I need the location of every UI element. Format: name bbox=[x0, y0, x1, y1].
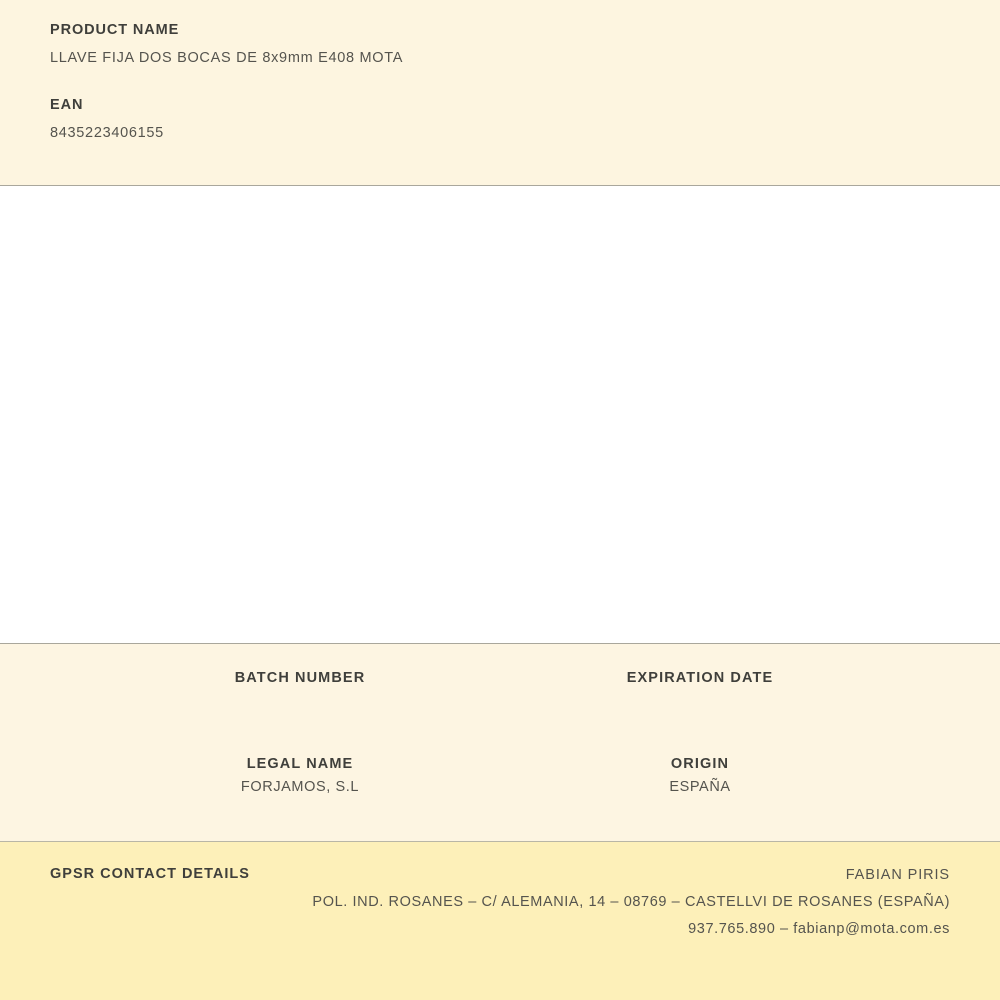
product-name-group bbox=[50, 22, 950, 66]
gpsr-contact-name: FABIAN PIRIS bbox=[845, 867, 950, 883]
legal-origin-row bbox=[0, 756, 1000, 795]
origin-value: ESPAÑA bbox=[669, 779, 731, 795]
ean-group bbox=[50, 97, 950, 141]
ean-value: 8435223406155 bbox=[50, 125, 164, 141]
gpsr-contact-address: POL. IND. ROSANES – C/ ALEMANIA, 14 – 08769 – CASTELLVI DE ROSANES (ESPAÑA) bbox=[312, 894, 950, 910]
batch-number-label: BATCH NUMBER bbox=[234, 670, 366, 686]
gpsr-contact-label: GPSR CONTACT DETAILS bbox=[50, 866, 250, 882]
legal-name-cell bbox=[100, 756, 500, 795]
product-identification-block bbox=[0, 0, 1000, 186]
product-name-value: LLAVE FIJA DOS BOCAS DE 8x9mm E408 MOTA bbox=[50, 50, 404, 66]
batch-expiration-row bbox=[0, 670, 1000, 693]
legal-name-label: LEGAL NAME bbox=[246, 756, 354, 772]
gpsr-contact-phone-email: 937.765.890 – fabianp@mota.com.es bbox=[688, 921, 950, 937]
batch-number-cell bbox=[100, 670, 500, 693]
legal-name-value: FORJAMOS, S.L bbox=[240, 779, 360, 795]
expiration-date-label: EXPIRATION DATE bbox=[626, 670, 774, 686]
origin-cell bbox=[500, 756, 900, 795]
product-image-area bbox=[0, 186, 1000, 644]
expiration-date-cell bbox=[500, 670, 900, 693]
gpsr-contact-block bbox=[0, 842, 1000, 1000]
product-details-block bbox=[0, 644, 1000, 842]
origin-label: ORIGIN bbox=[670, 756, 730, 772]
ean-label: EAN bbox=[50, 97, 84, 113]
product-name-label: PRODUCT NAME bbox=[50, 22, 180, 38]
